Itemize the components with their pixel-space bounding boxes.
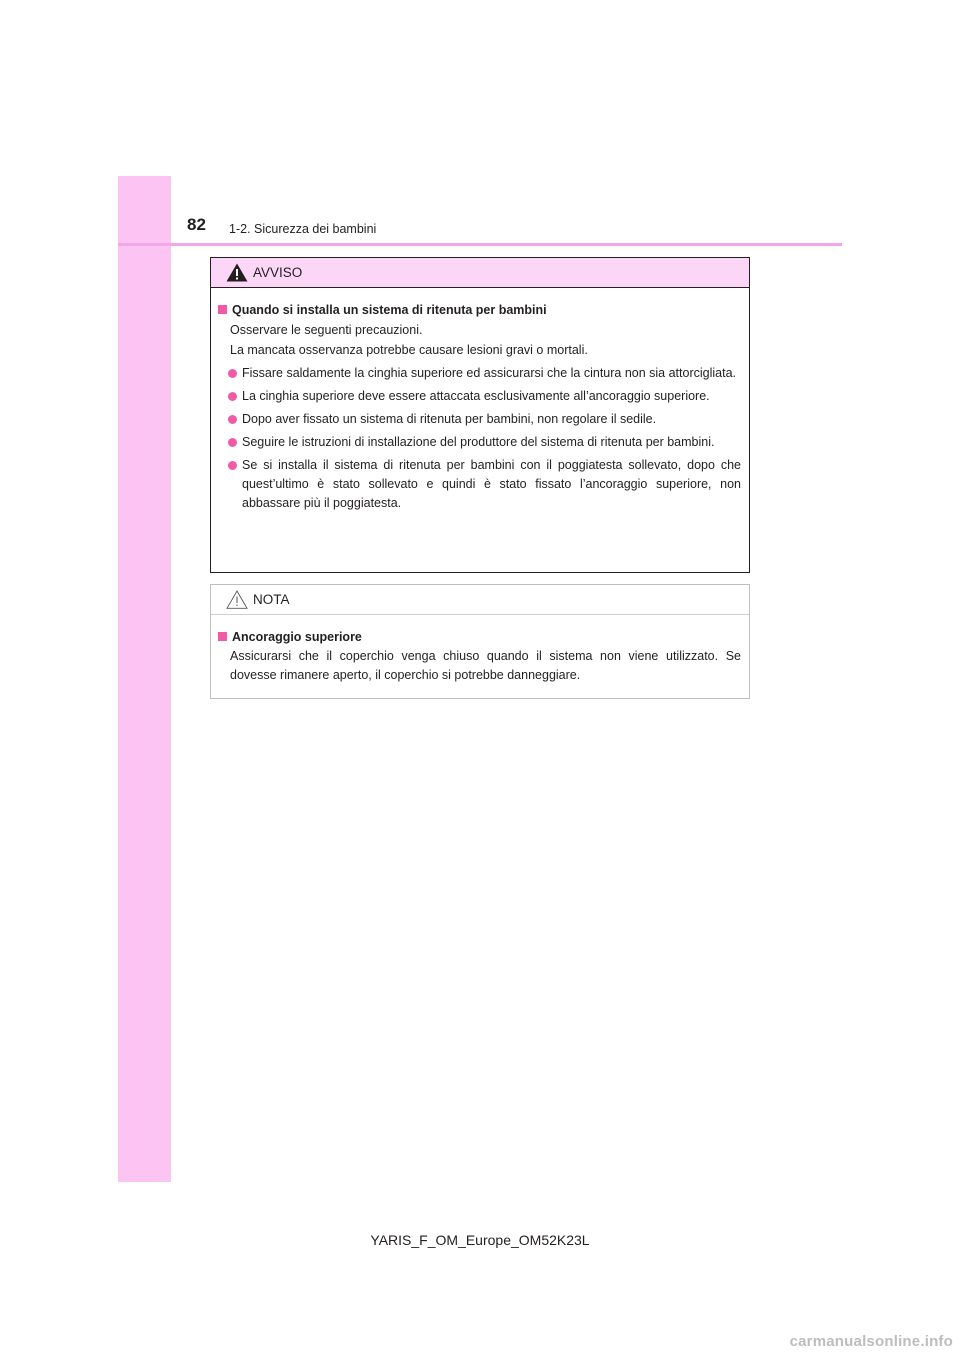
warning-intro-line: Osservare le seguenti precauzioni.	[230, 323, 423, 337]
round-bullet-icon	[228, 438, 237, 447]
caution-triangle-outline-icon	[226, 590, 248, 609]
notice-heading-text: Ancoraggio superiore	[232, 630, 362, 644]
round-bullet-icon	[228, 461, 237, 470]
page-number: 82	[187, 215, 206, 234]
warning-box-header	[211, 258, 749, 288]
bullet-text: Dopo aver fissato un sistema di ritenuta per bambini, non regolare il sedile.	[242, 412, 657, 426]
warning-heading	[218, 300, 741, 320]
square-bullet-icon	[218, 305, 227, 314]
chapter-side-strip	[118, 176, 171, 1182]
round-bullet-icon	[228, 392, 237, 401]
list-item	[218, 456, 741, 513]
warning-box-body	[211, 288, 749, 513]
square-bullet-icon	[218, 632, 227, 641]
notice-heading	[218, 627, 741, 647]
warning-heading-text: Quando si installa un sistema di ritenuta per bambini	[232, 303, 547, 317]
list-item	[218, 364, 741, 383]
list-item	[218, 410, 741, 429]
warning-intro-line: La mancata osservanza potrebbe causare lesioni gravi o mortali.	[230, 343, 588, 357]
notice-box-header	[211, 585, 749, 615]
warning-label: AVVISO	[253, 265, 303, 280]
warning-bullet-list	[218, 364, 741, 513]
notice-label: NOTA	[253, 592, 290, 607]
footer-doc-code: YARIS_F_OM_Europe_OM52K23L	[370, 1232, 590, 1248]
header-rule	[118, 243, 842, 246]
notice-text: Assicurarsi che il coperchio venga chiuso quando il sistema non viene utilizzato. Se dovesse rimanere aperto, il coperchio si potrebbe danneggiare.	[230, 649, 741, 682]
round-bullet-icon	[228, 369, 237, 378]
warning-triangle-icon	[226, 263, 248, 282]
section-title: 1-2. Sicurezza dei bambini	[229, 222, 377, 236]
bullet-text: Se si installa il sistema di ritenuta per bambini con il poggiatesta sollevato, dopo che quest’ultimo è stato sollevato e quindi è stato fissato l’ancoraggio superiore, non abbassare più il poggiatesta.	[242, 458, 741, 510]
list-item	[218, 433, 741, 452]
warning-box	[210, 257, 750, 573]
watermark: carmanualsonline.info	[789, 1333, 953, 1350]
bullet-text: Seguire le istruzioni di installazione del produttore del sistema di ritenuta per bambini.	[242, 435, 715, 449]
notice-box-body	[211, 615, 749, 685]
round-bullet-icon	[228, 415, 237, 424]
bullet-text: La cinghia superiore deve essere attaccata esclusivamente all’ancoraggio superiore.	[242, 389, 710, 403]
list-item	[218, 387, 741, 406]
notice-box	[210, 584, 750, 699]
bullet-text: Fissare saldamente la cinghia superiore ed assicurarsi che la cintura non sia attorcigliata.	[242, 366, 737, 380]
